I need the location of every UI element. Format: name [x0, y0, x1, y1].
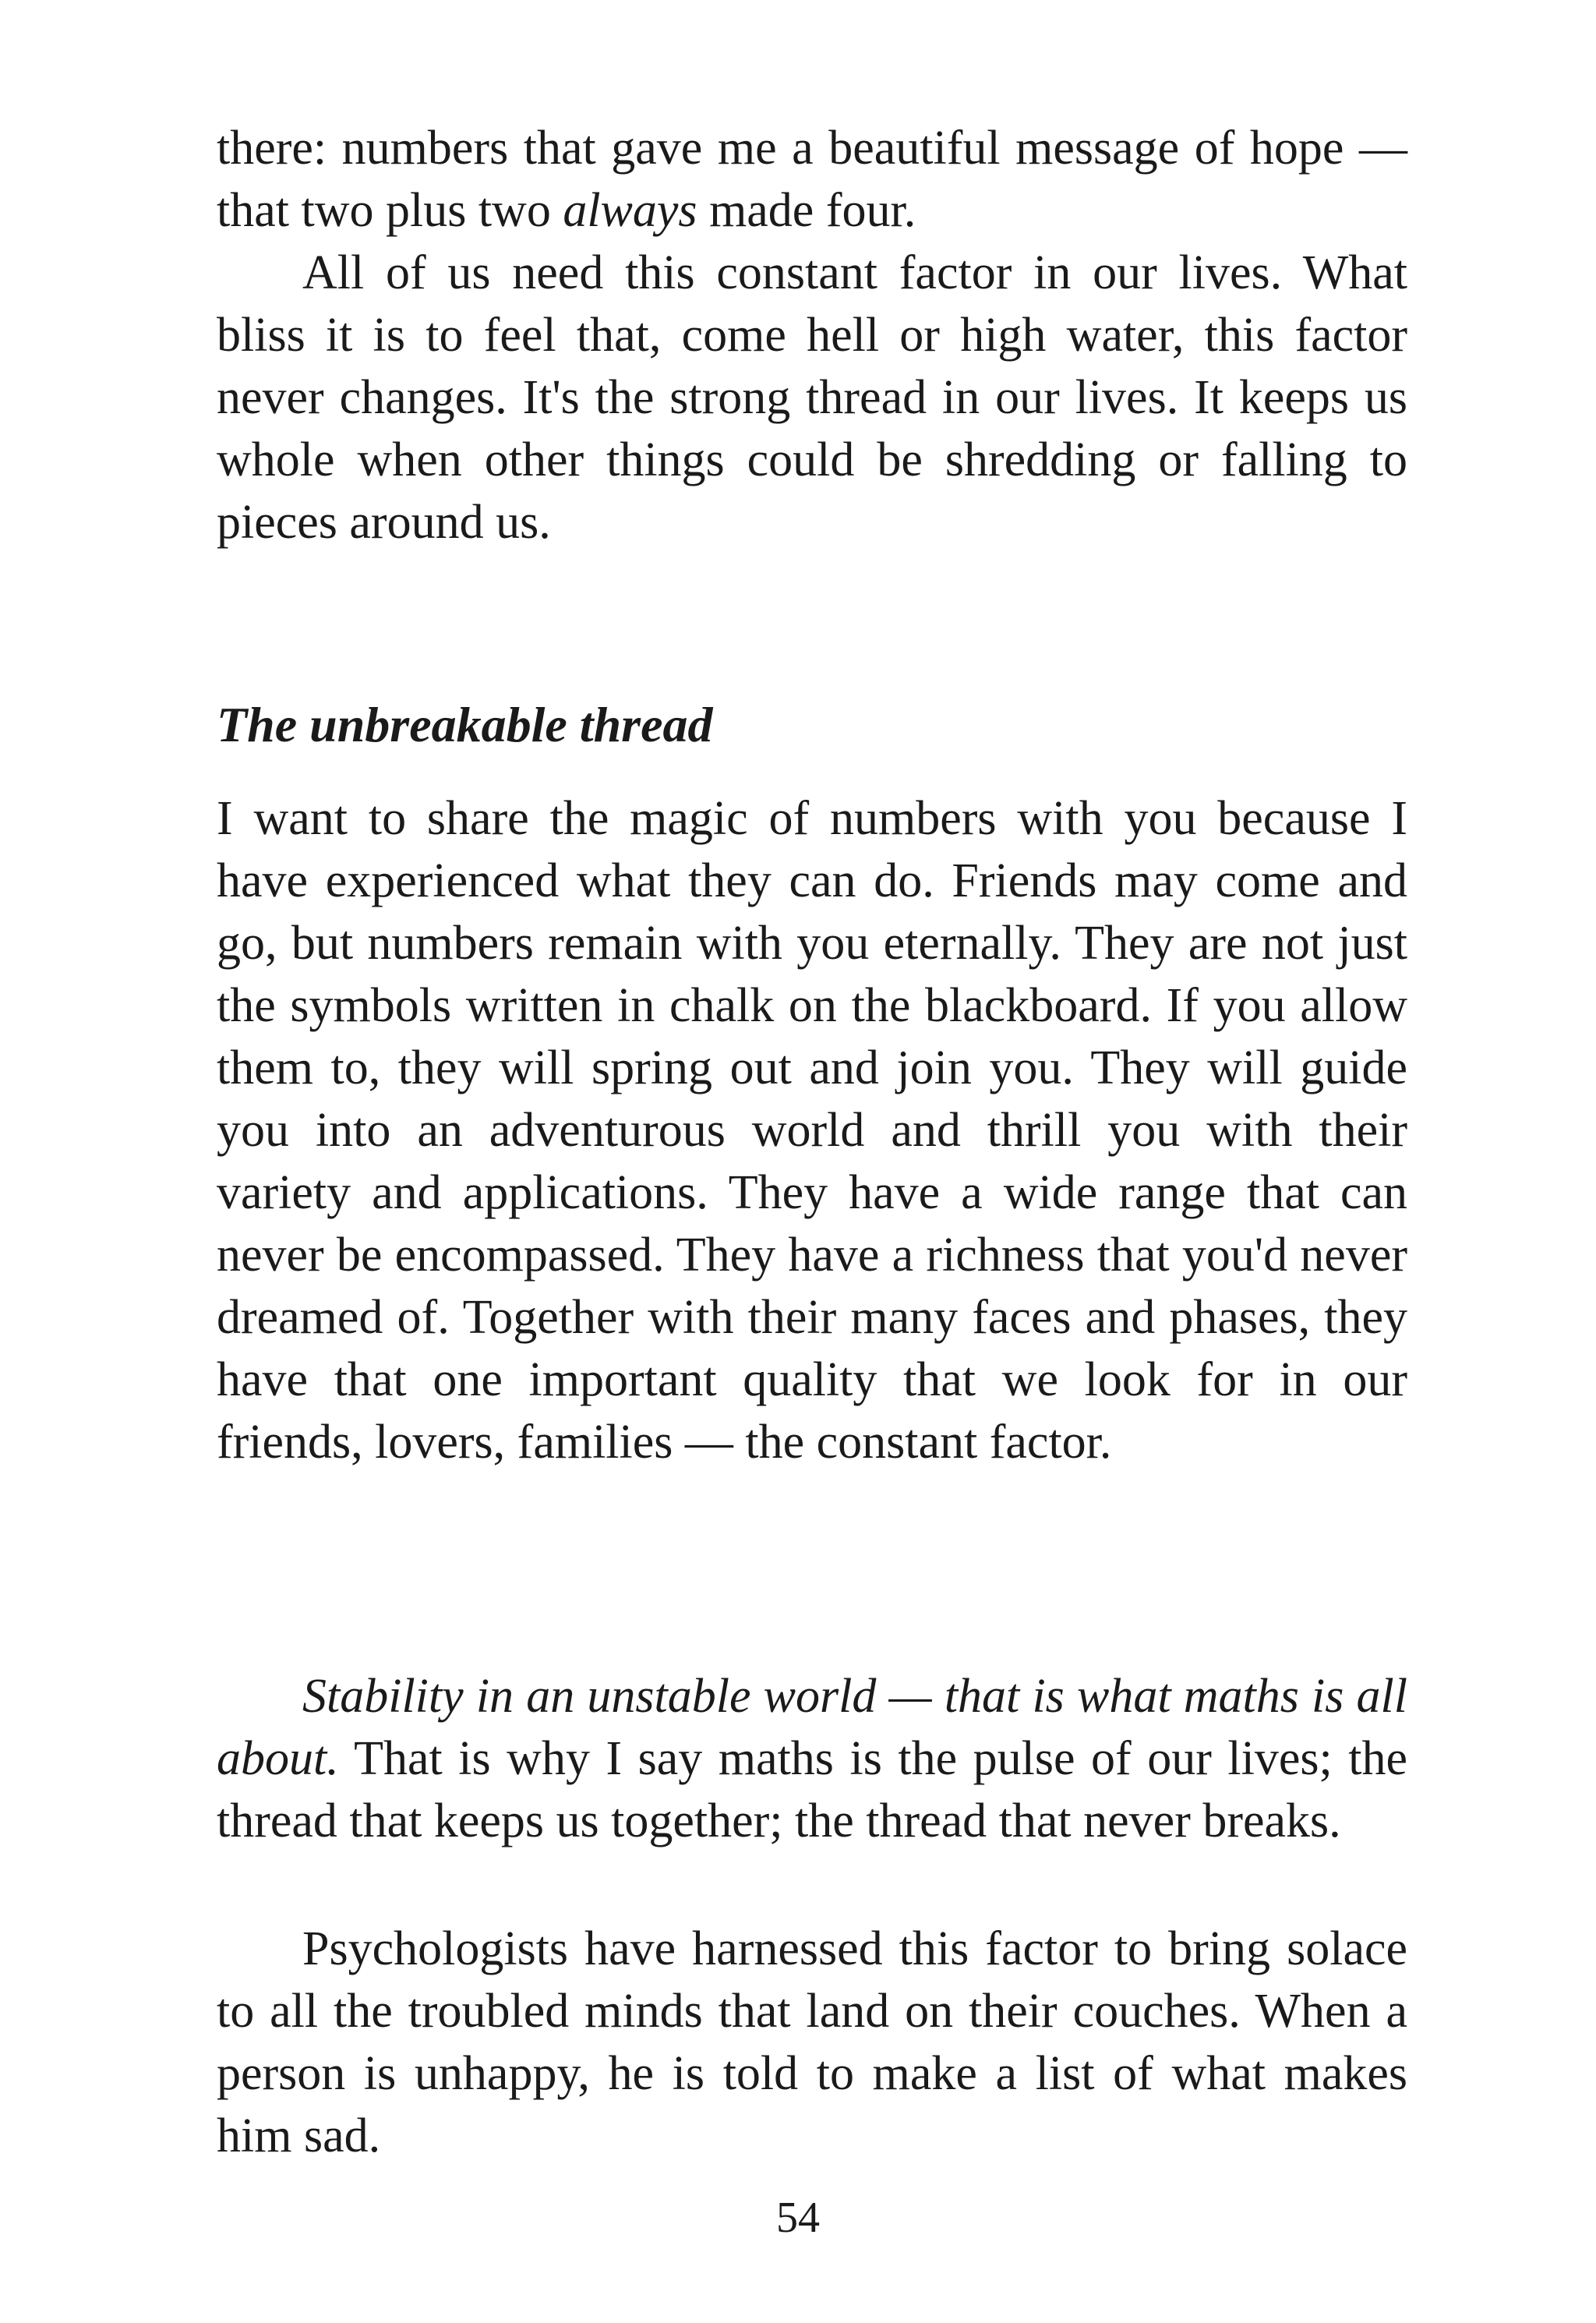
paragraph-magic-of-numbers: I want to share the magic of numbers with you because I have experienced what they can do. Friends may come and go, but numbers remain with you eternally. They are not just the symbols written in chalk on the blackboard. If you allow them to, they will spring out and join you. They will guide you into an adventurous world and thrill you with their variety and applications. They have a wide range that can never be encompassed. They have a richness that you'd never dreamed of. Together with their many faces and phases, they have that one important quality that we look for in our friends, lovers, families — the constant factor. [217, 792, 1407, 1469]
paragraph-hope [217, 117, 1407, 242]
paragraph-hope-end: made four. [697, 184, 916, 237]
section-text [217, 787, 1407, 1473]
paragraph-psychologists: Psychologists have harnessed this factor to bring solace to all the troubled minds that land on their couches. When a person is unhappy, he is told to make a list of what makes him sad. [217, 1922, 1407, 2162]
paragraph-stability [217, 1665, 1407, 1852]
paragraph-constant-factor: All of us need this constant factor in our lives. What bliss it is to feel that, come hell or high water, this factor never changes. It's the strong thread in our lives. It keeps us whole when other things could be shredding or falling to pieces around us. [217, 246, 1407, 549]
psychologists-text [217, 1918, 1407, 2167]
emphasis-always: always [563, 184, 697, 237]
page-number: 54 [776, 2194, 820, 2242]
paragraph-hope-text: there: numbers that gave me a beautiful message of hope — that two plus two [217, 122, 1407, 237]
paragraph-stability-text: That is why I say maths is the pulse of our lives; the thread that keeps us together; the thread that never breaks. [217, 1732, 1407, 1847]
opening-text [217, 117, 1407, 553]
stability-text [217, 1665, 1407, 1852]
emphasis-stability: Stability in an unstable world — that is what maths is all about. [217, 1670, 1407, 1785]
section-heading: The unbreakable thread [217, 697, 713, 752]
